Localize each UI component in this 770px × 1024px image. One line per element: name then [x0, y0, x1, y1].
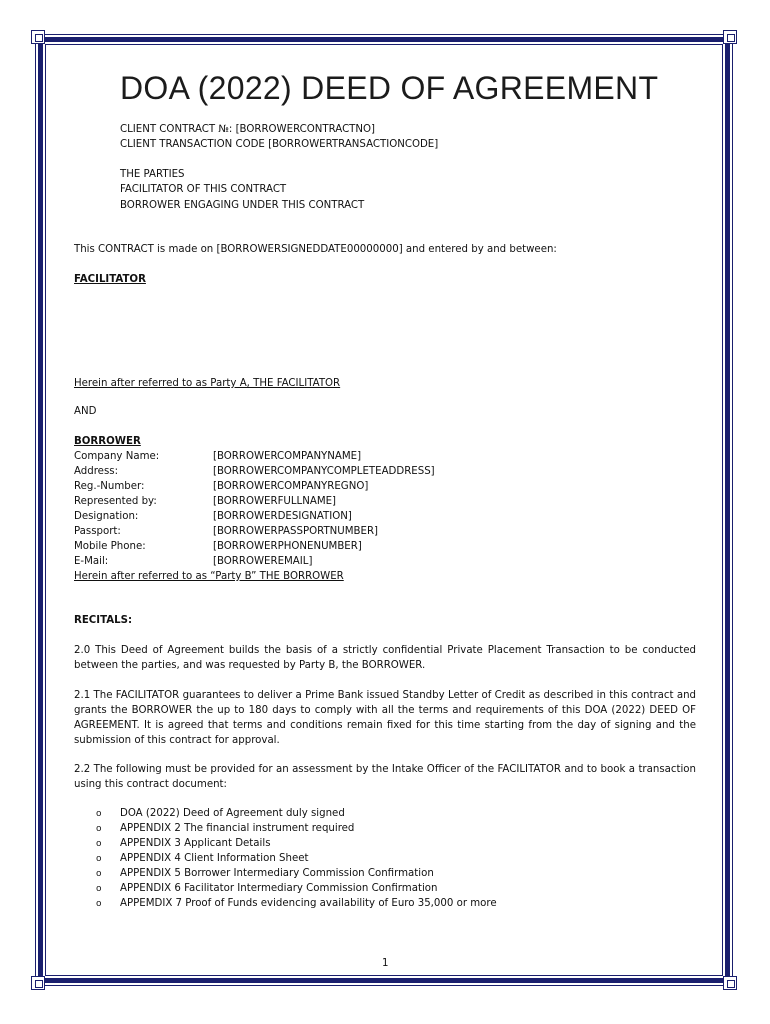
recital-2-0: 2.0 This Deed of Agreement builds the basis of a strictly confidential Private Placement Transaction to be conducted between the parties, and was requested by Party B, the BORROWER.	[74, 645, 696, 671]
bullet-icon: o	[96, 884, 102, 894]
required-documents-list	[96, 806, 497, 911]
bullet-icon: o	[96, 854, 102, 864]
field-label-represented-by: Represented by:	[74, 496, 157, 507]
recital-2-2: 2.2 The following must be provided for an assessment by the Intake Officer of the FACILITATOR and to book a transaction using this contract document:	[74, 764, 696, 790]
parties-facilitator: FACILITATOR OF THIS CONTRACT	[120, 184, 287, 195]
client-transaction-code: CLIENT TRANSACTION CODE [BORROWERTRANSACTIONCODE]	[120, 139, 439, 150]
party-a-reference: Herein after referred to as Party A, THE FACILITATOR	[74, 378, 341, 389]
document-title: DOA (2022) DEED OF AGREEMENT	[120, 70, 659, 106]
list-item	[96, 881, 497, 896]
list-item-text: APPENDIX 2 The financial instrument required	[120, 823, 355, 834]
list-item	[96, 821, 497, 836]
corner-ornament-top-left	[31, 30, 45, 44]
corner-ornament-bottom-left	[31, 976, 45, 990]
corner-ornament-top-right	[723, 30, 737, 44]
party-b-reference: Herein after referred to as “Party B” THE BORROWER	[74, 571, 344, 582]
list-item-text: APPENDIX 3 Applicant Details	[120, 838, 271, 849]
list-item	[96, 896, 497, 911]
list-item	[96, 836, 497, 851]
field-label-email: E-Mail:	[74, 556, 109, 567]
parties-heading: THE PARTIES	[120, 169, 185, 180]
bullet-icon: o	[96, 839, 102, 849]
field-value-mobile-phone: [BORROWERPHONENUMBER]	[213, 541, 362, 552]
borrower-heading: BORROWER	[74, 436, 141, 447]
field-value-represented-by: [BORROWERFULLNAME]	[213, 496, 337, 507]
list-item	[96, 866, 497, 881]
intro-sentence: This CONTRACT is made on [BORROWERSIGNEDDATE00000000] and entered by and between:	[74, 244, 557, 255]
field-value-email: [BORROWEREMAIL]	[213, 556, 313, 567]
field-value-address: [BORROWERCOMPANYCOMPLETEADDRESS]	[213, 466, 435, 477]
bullet-icon: o	[96, 809, 102, 819]
bullet-icon: o	[96, 899, 102, 909]
client-contract-number: CLIENT CONTRACT №: [BORROWERCONTRACTNO]	[120, 124, 376, 135]
list-item-text: APPEMDIX 7 Proof of Funds evidencing availability of Euro 35,000 or more	[120, 898, 497, 909]
bullet-icon: o	[96, 824, 102, 834]
recitals-heading: RECITALS:	[74, 615, 133, 626]
field-label-designation: Designation:	[74, 511, 139, 522]
field-value-company-name: [BORROWERCOMPANYNAME]	[213, 451, 362, 462]
corner-ornament-bottom-right	[723, 976, 737, 990]
field-value-designation: [BORROWERDESIGNATION]	[213, 511, 352, 522]
and-separator: AND	[74, 406, 97, 417]
list-item	[96, 851, 497, 866]
field-value-reg-number: [BORROWERCOMPANYREGNO]	[213, 481, 369, 492]
parties-borrower: BORROWER ENGAGING UNDER THIS CONTRACT	[120, 200, 365, 211]
field-label-reg-number: Reg.-Number:	[74, 481, 145, 492]
field-label-address: Address:	[74, 466, 119, 477]
field-label-passport: Passport:	[74, 526, 121, 537]
field-label-mobile-phone: Mobile Phone:	[74, 541, 146, 552]
facilitator-heading: FACILITATOR	[74, 274, 146, 285]
list-item-text: DOA (2022) Deed of Agreement duly signed	[120, 808, 345, 819]
list-item-text: APPENDIX 4 Client Information Sheet	[120, 853, 309, 864]
field-value-passport: [BORROWERPASSPORTNUMBER]	[213, 526, 379, 537]
field-label-company-name: Company Name:	[74, 451, 160, 462]
recital-2-1: 2.1 The FACILITATOR guarantees to deliver a Prime Bank issued Standby Letter of Credit as described in this contract and grants the BORROWER the up to 180 days to comply with all the terms and requirements of this DOA (2022) DEED OF AGREEMENT. It is agreed that terms and conditions remain fixed for this time starting from the day of signing and the submission of this contract for approval.	[74, 690, 696, 746]
list-item	[96, 806, 497, 821]
page-number: 1	[382, 958, 389, 969]
list-item-text: APPENDIX 6 Facilitator Intermediary Commission Confirmation	[120, 883, 438, 894]
list-item-text: APPENDIX 5 Borrower Intermediary Commission Confirmation	[120, 868, 434, 879]
bullet-icon: o	[96, 869, 102, 879]
